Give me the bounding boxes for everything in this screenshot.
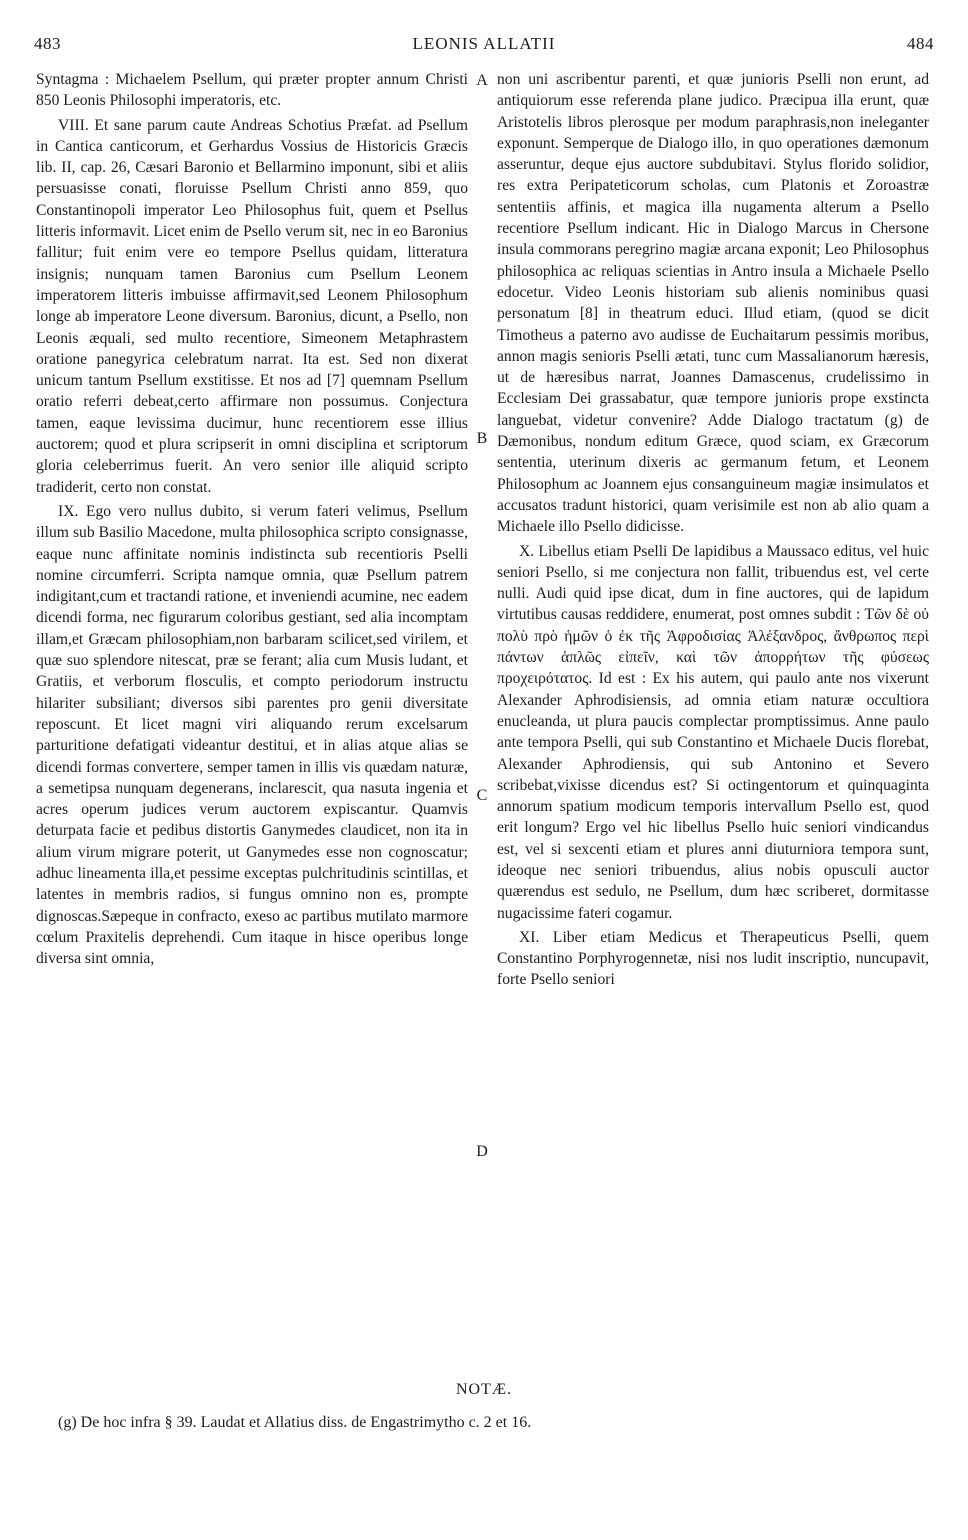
left-paragraph-viii: VIII. Et sane parum caute Andreas Schotius Præfat. ad Psellum in Cantica canticorum, et Gerhardus Vossius de Historicis Græcis lib. II, cap. 26, Cæsari Baronio et Bellarmino imponunt, sibi et aliis persuasisse conati, floruisse Psellum Christi anno 859, quo Constantinopoli imperator Leo Philosophus fuit, quem et Psellus litteris informavit. Licet enim de Psello verum sit, nec in eo Baronius fallitur; fuit enim vere eo tempore Psellus quidam, litteratura insignis; nunquam tamen Baronius cum Psellum Leonem imperatorem litteris imbuisse affirmavit,sed Leonem Philosophum longe ab imperatore Leone diversum. Baronius, dicunt, a Psello, non Leonis æquali, sed multo recentiore, Simeonem Metaphrastem oratione panegyrica celebratum narrat. Ita est. Sed non dixerat unicum tantum Psellum exstitisse. Et nos ad [7] quemnam Psellum oratio referri debeat,certo affirmare non possumus. Conjectura tamen, eaque levissima ducimur, hunc recentiorem esse illius auctorem; quod et plura scripserit in omni disciplina et scriptorum gloria celeberrimus fuerit. An vero senior ille aliquid scripto tradiderit, certo non constat. <box>36 116 468 496</box>
section-marker-a: A <box>476 72 488 89</box>
left-paragraph-ix: IX. Ego vero nullus dubito, si verum fateri velimus, Psellum illum sub Basilio Macedone, multa philosophica scripto consignasse, eaque nunc affinitate nominis indistincta sub recentioris Pselli nomine circumferri. Scripta namque omnia, quæ Psellum patrem indigitant,cum et tractandi ratione, et inveniendi acumine, nec eadem dicendi forma, nec figurarum coloribus gestiant, sed alia incomptam illam,et Græcam philosophiam,non barbaram scilicet,sed virilem, et quæ suo splendore nitescat, præ se ferant; alia cum Musis ludant, et Gratiis, et verborum flosculis, et compto periodorum instructu hilariter subsiliant; diversos sibi parentes pro genii diversitate reposcunt. Et licet magni viri aliquando rerum excelsarum parturitione defatigati videantur destitui, et in alias atque alias se dicendi formas convertere, semper tamen in illis vis quædam naturæ, a semetipsa nunquam degenerans, inclarescit, qua nasuta ingenia et acres operum judices verum auctorem expiscantur. Quamvis deturpata facie et pedibus distortis Ganymedes claudicet, non ita in alium virum migrare poterit, ut Ganymedes esse non cognoscatur; adhuc lineamenta illa,et pessime exceptas pulchritudinis scintillas, et latentes in membris radios, si fungus omnino non es, prompte dignoscas.Sæpeque in confracto, exeso ac partibus mutilato marmore cœlum Praxitelis deprehendi. Cum itaque in hisce operibus longe diversa sint omnia, <box>36 502 468 968</box>
right-paragraph-x: X. Libellus etiam Pselli De lapidibus a Maussaco editus, vel huic seniori Psello, si me conjectura non fallit, tribuendus est, vel certe nulli. Audi quid ipse dicat, dum in fine auctores, qui de lapidum virtutibus causas reddidere, enumerat, post omnes subdit : Τῶν δὲ οὐ πολὺ πρὸ ἡμῶν ὁ ἐκ τῆς Ἀφροδισίας Ἀλέξανδρος, ἄνθρωπος περὶ πάντων ἁπλῶς εἰπεῖν, καὶ τῶν ἀπορρήτων τῆς φύσεως προχειρότατος. Id est : Ex his autem, qui paulo ante nos vixerunt Alexander Aphrodisiensis, ad omnia etiam naturæ occultiora enucleanda, ut plura paucis complectar promptissimus. Anne paulo ante tempora Pselli, qui sub Constantino et Michaele Ducis florebat, Alexander Aphrodiensis, qui sub Antonino et Severo scribebat,vixisse dicendus est? Si octingentorum et quinquaginta annorum spatium modicum temporis intervallum Psello est, quod erit longum? Ergo vel hic libellus Psello huic seniori vindicandus est, vel si sexcenti etiam et plures anni diuturniora tempora sunt, ideoque nec seniori tribuendus, alius nobis opusculi auctor quærendus est sedulo, ne Psellum, dum hæc scriberet, dormitasse nugacissime fateri cogamur. <box>497 542 929 922</box>
section-marker-c: C <box>476 787 488 804</box>
section-marker-d: D <box>476 1143 488 1160</box>
footnote-g: (g) De hoc infra § 39. Laudat et Allatius diss. de Engastrimytho c. 2 et 16. <box>58 1414 532 1431</box>
page-number-right: 484 <box>907 34 934 53</box>
right-paragraph-xi: XI. Liber etiam Medicus et Therapeuticus Pselli, quem Constantino Porphyrogennetæ, nisi nos ludit inscriptio, nuncupavit, forte Psello seniori <box>497 928 929 989</box>
notes-heading: NOTÆ. <box>455 1381 513 1398</box>
left-paragraph-1: Syntagma : Michaelem Psellum, qui præter propter annum Christi 850 Leonis Philosophi imperatoris, etc. <box>36 71 468 110</box>
page-number-left: 483 <box>34 34 61 53</box>
right-column <box>497 69 929 1375</box>
left-column <box>36 69 468 1375</box>
running-head <box>34 34 934 58</box>
running-title: LEONIS ALLATII <box>412 34 556 53</box>
section-marker-b: B <box>476 430 488 447</box>
right-paragraph-1: non uni ascribentur parenti, et quæ junioris Pselli non erunt, ad antiquiorum esse referenda plane judico. Præcipua illa erunt, quæ Aristotelis libros plerosque per modum paraphrasis,non ineleganter exponunt. Semperque de Dialogo illo, in quo operationes dæmonum asseruntur, deque ejus auctore subdubitavi. Stylus florido solidior, res extra Peripateticorum scholas, cum Platonis et Zoroastræ sententiis affinis, et magica illa nugamenta alterum a Psello recentiore Psellum indicant. Hic in Dialogo Marcus in Chersone insula commorans peregrino magiæ arcana exponit; Leo Philosophus philosophica ac reliquas scientias in Antro insula a Michaele Psello edocetur. Video Leonis historiam sub alienis nominibus quasi personatum [8] in theatrum educi. Illud etiam, (quod se dicit Timotheus a paterno avo audisse de Euchaitarum pessimis moribus, annon magis senioris Pselli ætati, tunc cum Massalianorum hæresis, ut de hæresibus narrat, Joannes Damascenus, crudelissimo in Ecclesiam Dei grassabatur, quæ tempore junioris prope exstincta languebat, videtur convenire? Adde Dialogo tractatum (g) de Dæmonibus, nondum editum Græce, quod sciam, ex Græcorum sententia, uterinum dixeris ac germanum fetum, et Leonem Philosophum ac Joannem ejus consanguineum magiæ insimulatos et accusatos tradunt historici, quam verisimile est non ab alio quam a Michaele illo Psello didicisse. <box>497 71 929 536</box>
